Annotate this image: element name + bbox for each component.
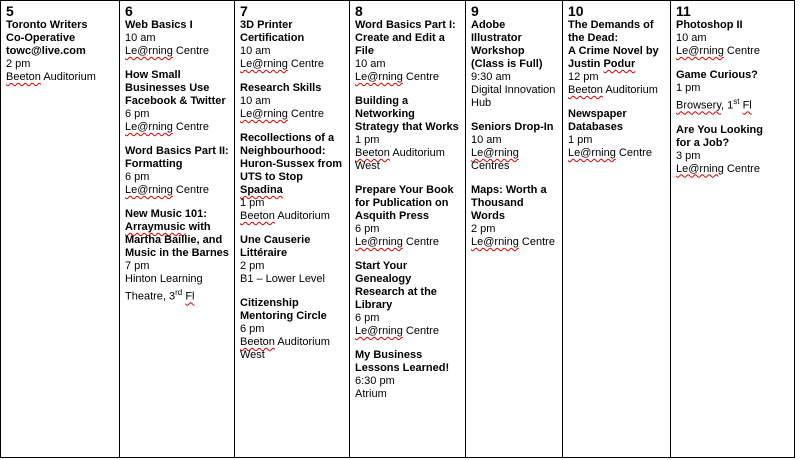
event-title: Prepare Your Book for Publication on Asquith Press xyxy=(355,184,454,222)
event-item xyxy=(125,208,229,304)
event-item xyxy=(240,19,344,71)
event-location: Beeton Auditorium xyxy=(568,84,658,96)
event-time: 2 pm xyxy=(471,223,496,235)
event-location: Browsery, 1st Fl xyxy=(676,97,752,112)
event-location: Le@rning Centre xyxy=(355,236,439,248)
event-title: Maps: Worth a Thousand Words xyxy=(471,184,547,222)
event-time: 6 pm xyxy=(355,223,380,235)
event-item xyxy=(240,234,344,286)
event-time: 7 pm xyxy=(125,260,150,272)
event-location: B1 – Lower Level xyxy=(240,273,325,285)
event-location: Le@rning Centre xyxy=(125,121,209,133)
day-number: 6 xyxy=(125,3,133,19)
event-item xyxy=(355,184,460,249)
day-column xyxy=(120,1,235,457)
event-item xyxy=(240,82,344,121)
event-title: Word Basics Part I: Create and Edit a File xyxy=(355,19,456,57)
event-title: Word Basics Part II: Formatting xyxy=(125,145,229,170)
event-item xyxy=(676,19,791,58)
event-time: 3 pm xyxy=(676,149,701,162)
event-item xyxy=(125,145,229,197)
event-time: 9:30 am xyxy=(471,71,511,83)
event-item xyxy=(568,108,665,160)
event-title: Web Basics I xyxy=(125,19,193,31)
event-time: 1 pm xyxy=(676,82,701,94)
day-column xyxy=(1,1,120,457)
event-time: 1 pm xyxy=(568,134,593,146)
event-title: Citizenship Mentoring Circle xyxy=(240,297,327,322)
event-title: The Demands of the Dead: A Crime Novel by Justin Podur xyxy=(568,19,659,70)
event-location: Le@rning Centre xyxy=(240,58,324,70)
event-title: Une Causerie Littéraire xyxy=(240,234,311,259)
event-location: Beeton Auditorium xyxy=(240,210,330,222)
event-title: Start Your Genealogy Research at the Library xyxy=(355,260,437,311)
event-time: 10 am xyxy=(125,32,156,44)
event-item xyxy=(471,184,557,249)
event-location: Le@rning Centre xyxy=(355,325,439,337)
day-column xyxy=(350,1,466,457)
event-title: Game Curious? xyxy=(676,69,758,81)
day-column xyxy=(235,1,350,457)
event-item xyxy=(355,260,460,338)
event-title: New Music 101: Arraymusic with Martha Baillie, and Music in the Barnes xyxy=(125,208,229,259)
event-item xyxy=(355,19,460,84)
event-location: Beeton Auditorium West xyxy=(355,147,445,172)
event-title: Are You Looking for a Job? xyxy=(676,123,763,149)
event-location: Le@rning Centres xyxy=(471,147,519,172)
event-item xyxy=(355,95,460,173)
event-title: Toronto Writers Co-Operative towc@live.com xyxy=(6,19,88,57)
day-number: 7 xyxy=(240,3,248,19)
event-item xyxy=(240,297,344,362)
event-item xyxy=(568,19,665,97)
event-location: Atrium xyxy=(355,388,387,400)
event-location: Le@rning Centre xyxy=(676,45,760,57)
event-title: Recollections of a Neighbourhood: Huron-Sussex from UTS to Stop Spadina xyxy=(240,132,343,196)
event-time: 10 am xyxy=(240,95,271,107)
event-time: 10 am xyxy=(471,134,502,146)
event-title: 3D Printer Certification xyxy=(240,19,305,44)
event-location: Le@rning Centre xyxy=(471,236,555,248)
event-title: Adobe Illustrator Workshop (Class is Full) xyxy=(471,19,543,70)
day-number: 11 xyxy=(676,3,691,19)
day-number: 9 xyxy=(471,3,479,19)
event-location: Le@rning Centre xyxy=(676,162,760,175)
event-item xyxy=(355,349,460,401)
day-number: 8 xyxy=(355,3,363,19)
event-location: Le@rning Centre xyxy=(125,184,209,196)
day-column xyxy=(466,1,563,457)
event-title: Seniors Drop-In xyxy=(471,121,554,133)
event-item xyxy=(471,121,557,173)
event-time: 10 am xyxy=(355,58,386,70)
event-time: 1 pm xyxy=(240,197,265,209)
event-time: 2 pm xyxy=(240,260,265,272)
event-item xyxy=(676,124,791,176)
event-title: My Business Lessons Learned! xyxy=(355,349,450,374)
event-time: 6 pm xyxy=(355,312,380,324)
event-time: 6 pm xyxy=(125,108,150,120)
event-time: 1 pm xyxy=(355,134,380,146)
event-location: Le@rning Centre xyxy=(568,147,652,159)
event-location: Digital Innovation Hub xyxy=(471,84,556,109)
event-location: Beeton Auditorium West xyxy=(240,336,330,361)
event-time: 6 pm xyxy=(240,323,265,335)
day-column xyxy=(671,1,796,457)
event-item xyxy=(125,69,229,134)
event-time: 12 pm xyxy=(568,71,599,83)
event-title: Building a Networking Strategy that Works xyxy=(355,95,459,133)
event-item xyxy=(125,19,229,58)
event-item xyxy=(240,132,344,223)
event-time: 6:30 pm xyxy=(355,375,395,387)
event-time: 2 pm xyxy=(6,58,31,70)
event-location: Le@rning Centre xyxy=(355,71,439,83)
event-time: 10 am xyxy=(676,32,707,44)
event-location: Le@rning Centre xyxy=(240,108,324,120)
event-location: Beeton Auditorium xyxy=(6,71,96,83)
day-number: 5 xyxy=(6,3,14,19)
event-location: Le@rning Centre xyxy=(125,45,209,57)
event-title: Photoshop II xyxy=(676,19,743,31)
event-title: Research Skills xyxy=(240,82,322,94)
event-item xyxy=(676,69,791,113)
event-title: Newspaper Databases xyxy=(568,108,627,133)
event-item xyxy=(471,19,557,110)
event-time: 10 am xyxy=(240,45,271,57)
day-column xyxy=(563,1,671,457)
event-time: 6 pm xyxy=(125,171,150,183)
event-title: How Small Businesses Use Facebook & Twitter xyxy=(125,69,226,107)
event-item xyxy=(6,19,114,84)
event-location: Hinton Learning Theatre, 3rd Fl xyxy=(125,273,203,303)
day-number: 10 xyxy=(568,3,584,19)
